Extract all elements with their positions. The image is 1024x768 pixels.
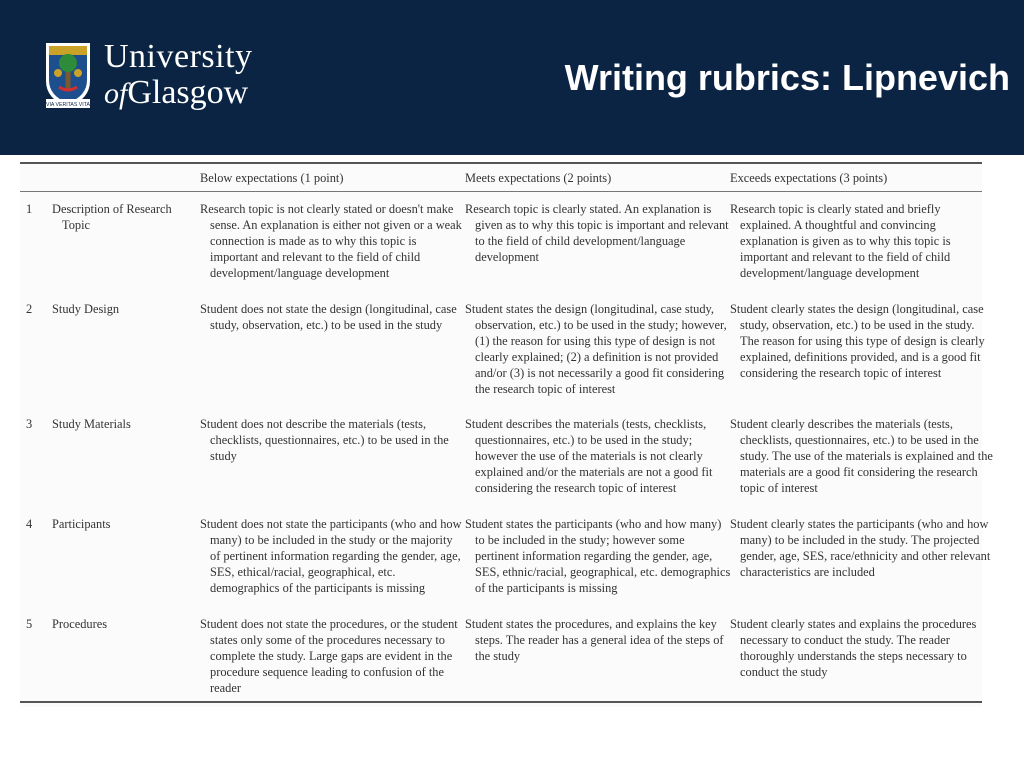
table-bottom-rule: [20, 701, 982, 703]
cell-below: Student does not state the procedures, or the student states only some of the procedures necessary to complete the study. Large gaps are evident in the procedure sequence leading to confusion of the reader: [200, 617, 458, 695]
cell-exceeds: Student clearly describes the materials (tests, checklists, questionnaires, etc.) to be used in the study. The use of the materials is explained and the materials are a good fit considering the research topic of interest: [730, 417, 993, 495]
cell-below: Research topic is not clearly stated or doesn't make sense. An explanation is either not given or a weak connection is made as to why this topic is important and relevant to the field of child development/language development: [200, 202, 462, 280]
wordmark-university: University: [104, 38, 253, 75]
table-top-rule: [20, 162, 982, 164]
row-criterion: Participants: [52, 517, 111, 531]
row-number: 1: [26, 202, 33, 216]
cell-exceeds: Student clearly states the design (longitudinal, case study, observation, etc.) to be used in the study. The reason for using this type of design is clearly explained, definitions provided, and is a good fit considering the research topic of interest: [730, 302, 985, 380]
row-criterion: Procedures: [52, 617, 108, 631]
wordmark-of: of: [104, 77, 128, 110]
row-number: 4: [26, 517, 33, 531]
rubric-table: [20, 162, 993, 707]
slide-title: Writing rubrics: Lipnevich: [564, 57, 1010, 98]
row-criterion: Study Design: [52, 302, 120, 316]
cell-meets: Student describes the materials (tests, checklists, questionnaires, etc.) to be used in the study; however the use of the materials is not clearly explained and/or the materials are not a good fit considering the research topic of interest: [465, 417, 713, 495]
row-number: 5: [26, 617, 33, 631]
row-criterion: Study Materials: [52, 417, 131, 431]
wordmark-glasgow: Glasgow: [127, 74, 249, 111]
wordmark-of-glasgow: [104, 76, 253, 110]
cell-exceeds: Research topic is clearly stated and briefly explained. A thoughtful and convincing explanation is given as to why this topic is important and relevant to the field of child development/language development: [730, 202, 951, 280]
crest-motto: VIA VERITAS VITA: [46, 102, 90, 108]
row-number: 3: [26, 417, 33, 431]
cell-meets: Student states the design (longitudinal, case study, observation, etc.) to be used in the study; however, (1) the reason for using this type of design is not clearly explained; (2) a definition is not provided and/or (3) is not necessarily a good fit considering the research topic of interest: [465, 302, 727, 396]
university-crest-icon: [44, 41, 92, 109]
table-header-rule: [20, 191, 982, 192]
slide-header: [0, 0, 1024, 155]
university-wordmark: [104, 40, 253, 110]
cell-meets: Student states the procedures, and explains the key steps. The reader has a general idea of the steps of the study: [465, 617, 724, 663]
cell-exceeds: Student clearly states the participants (who and how many) to be included in the study. The projected gender, age, SES, race/ethnicity and other relevant characteristics are included: [730, 517, 991, 579]
column-header-meets: Meets expectations (2 points): [465, 171, 612, 185]
cell-meets: Research topic is clearly stated. An explanation is given as to why this topic is important and relevant to the field of child development/language development: [465, 202, 729, 264]
column-header-below: Below expectations (1 point): [200, 171, 344, 185]
cell-meets: Student states the participants (who and how many) to be included in the study; however some pertinent information regarding the gender, age, SES, ethnic/racial, geographical, etc. demographics of the participants is missing: [465, 517, 731, 595]
row-number: 2: [26, 302, 33, 316]
cell-below: Student does not state the design (longitudinal, case study, observation, etc.) to be used in the study: [200, 302, 457, 332]
cell-exceeds: Student clearly states and explains the procedures necessary to conduct the study. The reader thoroughly understands the steps necessary to conduct the study: [730, 617, 977, 679]
university-logo: [44, 40, 253, 110]
column-header-exceeds: Exceeds expectations (3 points): [730, 171, 888, 185]
cell-below: Student does not state the participants (who and how many) to be included in the study or the majority of pertinent information regarding the gender, age, SES, ethical/racial, geographical, etc. demographics of the participants is missing: [200, 517, 462, 595]
row-criterion: Description of Research Topic: [52, 202, 172, 232]
cell-below: Student does not describe the materials (tests, checklists, questionnaires, etc.) to be used in the study: [200, 417, 449, 463]
